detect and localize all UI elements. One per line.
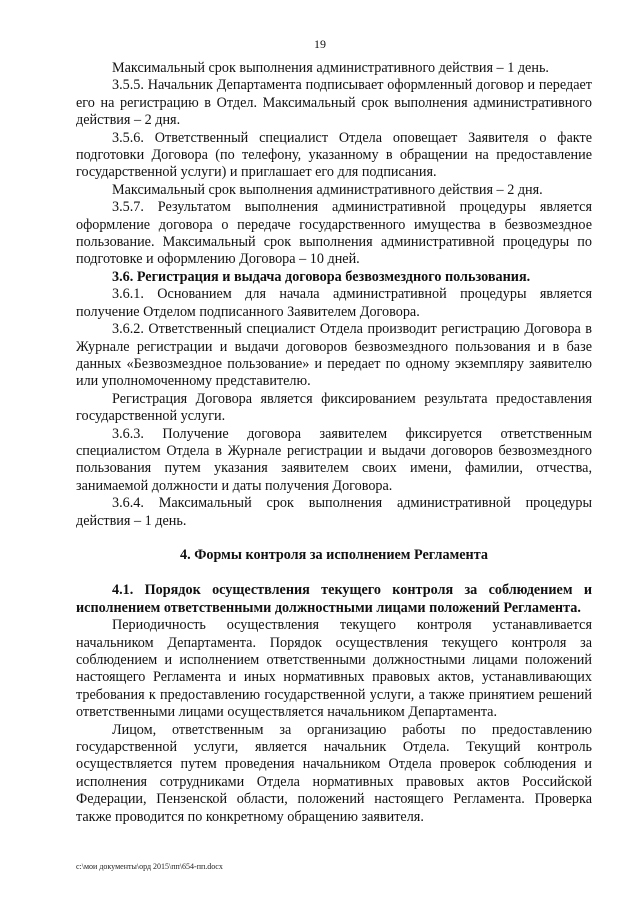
paragraph: 3.6.3. Получение договора заявителем фиксируется ответственным специалистом Отдела в Журнале регистрации и выдачи договоров безвозмездного пользования путем указания заявителем своих имени, фамилии, отчества, занимаемой должности и даты получения Договора. — [76, 425, 592, 494]
spacer — [76, 530, 592, 547]
subsection-heading: 4.1. Порядок осуществления текущего контроля за соблюдением и исполнением ответственными должностными лицами положений Регламента. — [76, 582, 592, 616]
paragraph: 3.6.1. Основанием для начала административной процедуры является получение Отделом подписанного Заявителем Договора. — [76, 286, 592, 320]
paragraph: 3.5.6. Ответственный специалист Отдела оповещает Заявителя о факте подготовки Договора (по телефону, указанному в обращении на предоставление государственной услуги) и приглашает его для подписания. — [76, 129, 592, 181]
paragraph: Лицом, ответственным за организацию работы по предоставлению государственной услуги, является начальник Отдела. Текущий контроль осуществляется путем проведения начальником Отдела проверок соблюдения и исполнения сотрудниками Отдела нормативных правовых актов Российской Федерации, Пензенской области, положений настоящего Регламента. Проверка также проводится по конкретному обращению заявителя. — [76, 721, 592, 825]
paragraph: Регистрация Договора является фиксированием результата предоставления государственной услуги. — [76, 390, 592, 425]
subsection-heading: 3.6. Регистрация и выдача договора безвозмездного пользования. — [112, 268, 531, 285]
section-heading: 4. Формы контроля за исполнением Регламента — [180, 546, 488, 563]
paragraph: 3.6.4. Максимальный срок выполнения административной процедуры действия – 1 день. — [76, 495, 592, 529]
paragraph: 3.5.5. Начальник Департамента подписывает оформленный договор и передает его на регистрацию в Отдел. Максимальный срок выполнения административного действия – 2 дня. — [76, 77, 592, 129]
paragraph: Периодичность осуществления текущего контроля устанавливается начальником Департамента. Порядок осуществления текущего контроля за соблюдением и исполнением ответственными должностными лицами положений настоящего Регламента и иных нормативных правовых актов, устанавливающих требования к предоставлению государственной услуги, а также принятием решений ответственными лицами осуществляется начальником Департамента. — [76, 617, 592, 721]
paragraph: Максимальный срок выполнения административного действия – 1 день. — [112, 60, 549, 76]
page-number: 19 — [314, 37, 326, 51]
paragraph: 3.6.2. Ответственный специалист Отдела производит регистрацию Договора в Журнале регистрации и выдачи договоров безвозмездного пользования и в базе данных «Безвозмездное пользование» и передает по одному экземпляру заявителю или уполномоченному представителю. — [76, 321, 592, 390]
spacer — [76, 564, 592, 582]
document-body — [76, 60, 592, 826]
paragraph: 3.5.7. Результатом выполнения административной процедуры является оформление договора о передаче государственного имущества в безвозмездное пользование. Максимальный срок выполнения административной процедуры по подготовке и оформлению Договора – 10 дней. — [76, 199, 592, 268]
paragraph: Максимальный срок выполнения административного действия – 2 дня. — [112, 181, 543, 198]
file-path-footer: c:\мои документы\орд 2015\пп\654-пп.docx — [76, 862, 223, 871]
